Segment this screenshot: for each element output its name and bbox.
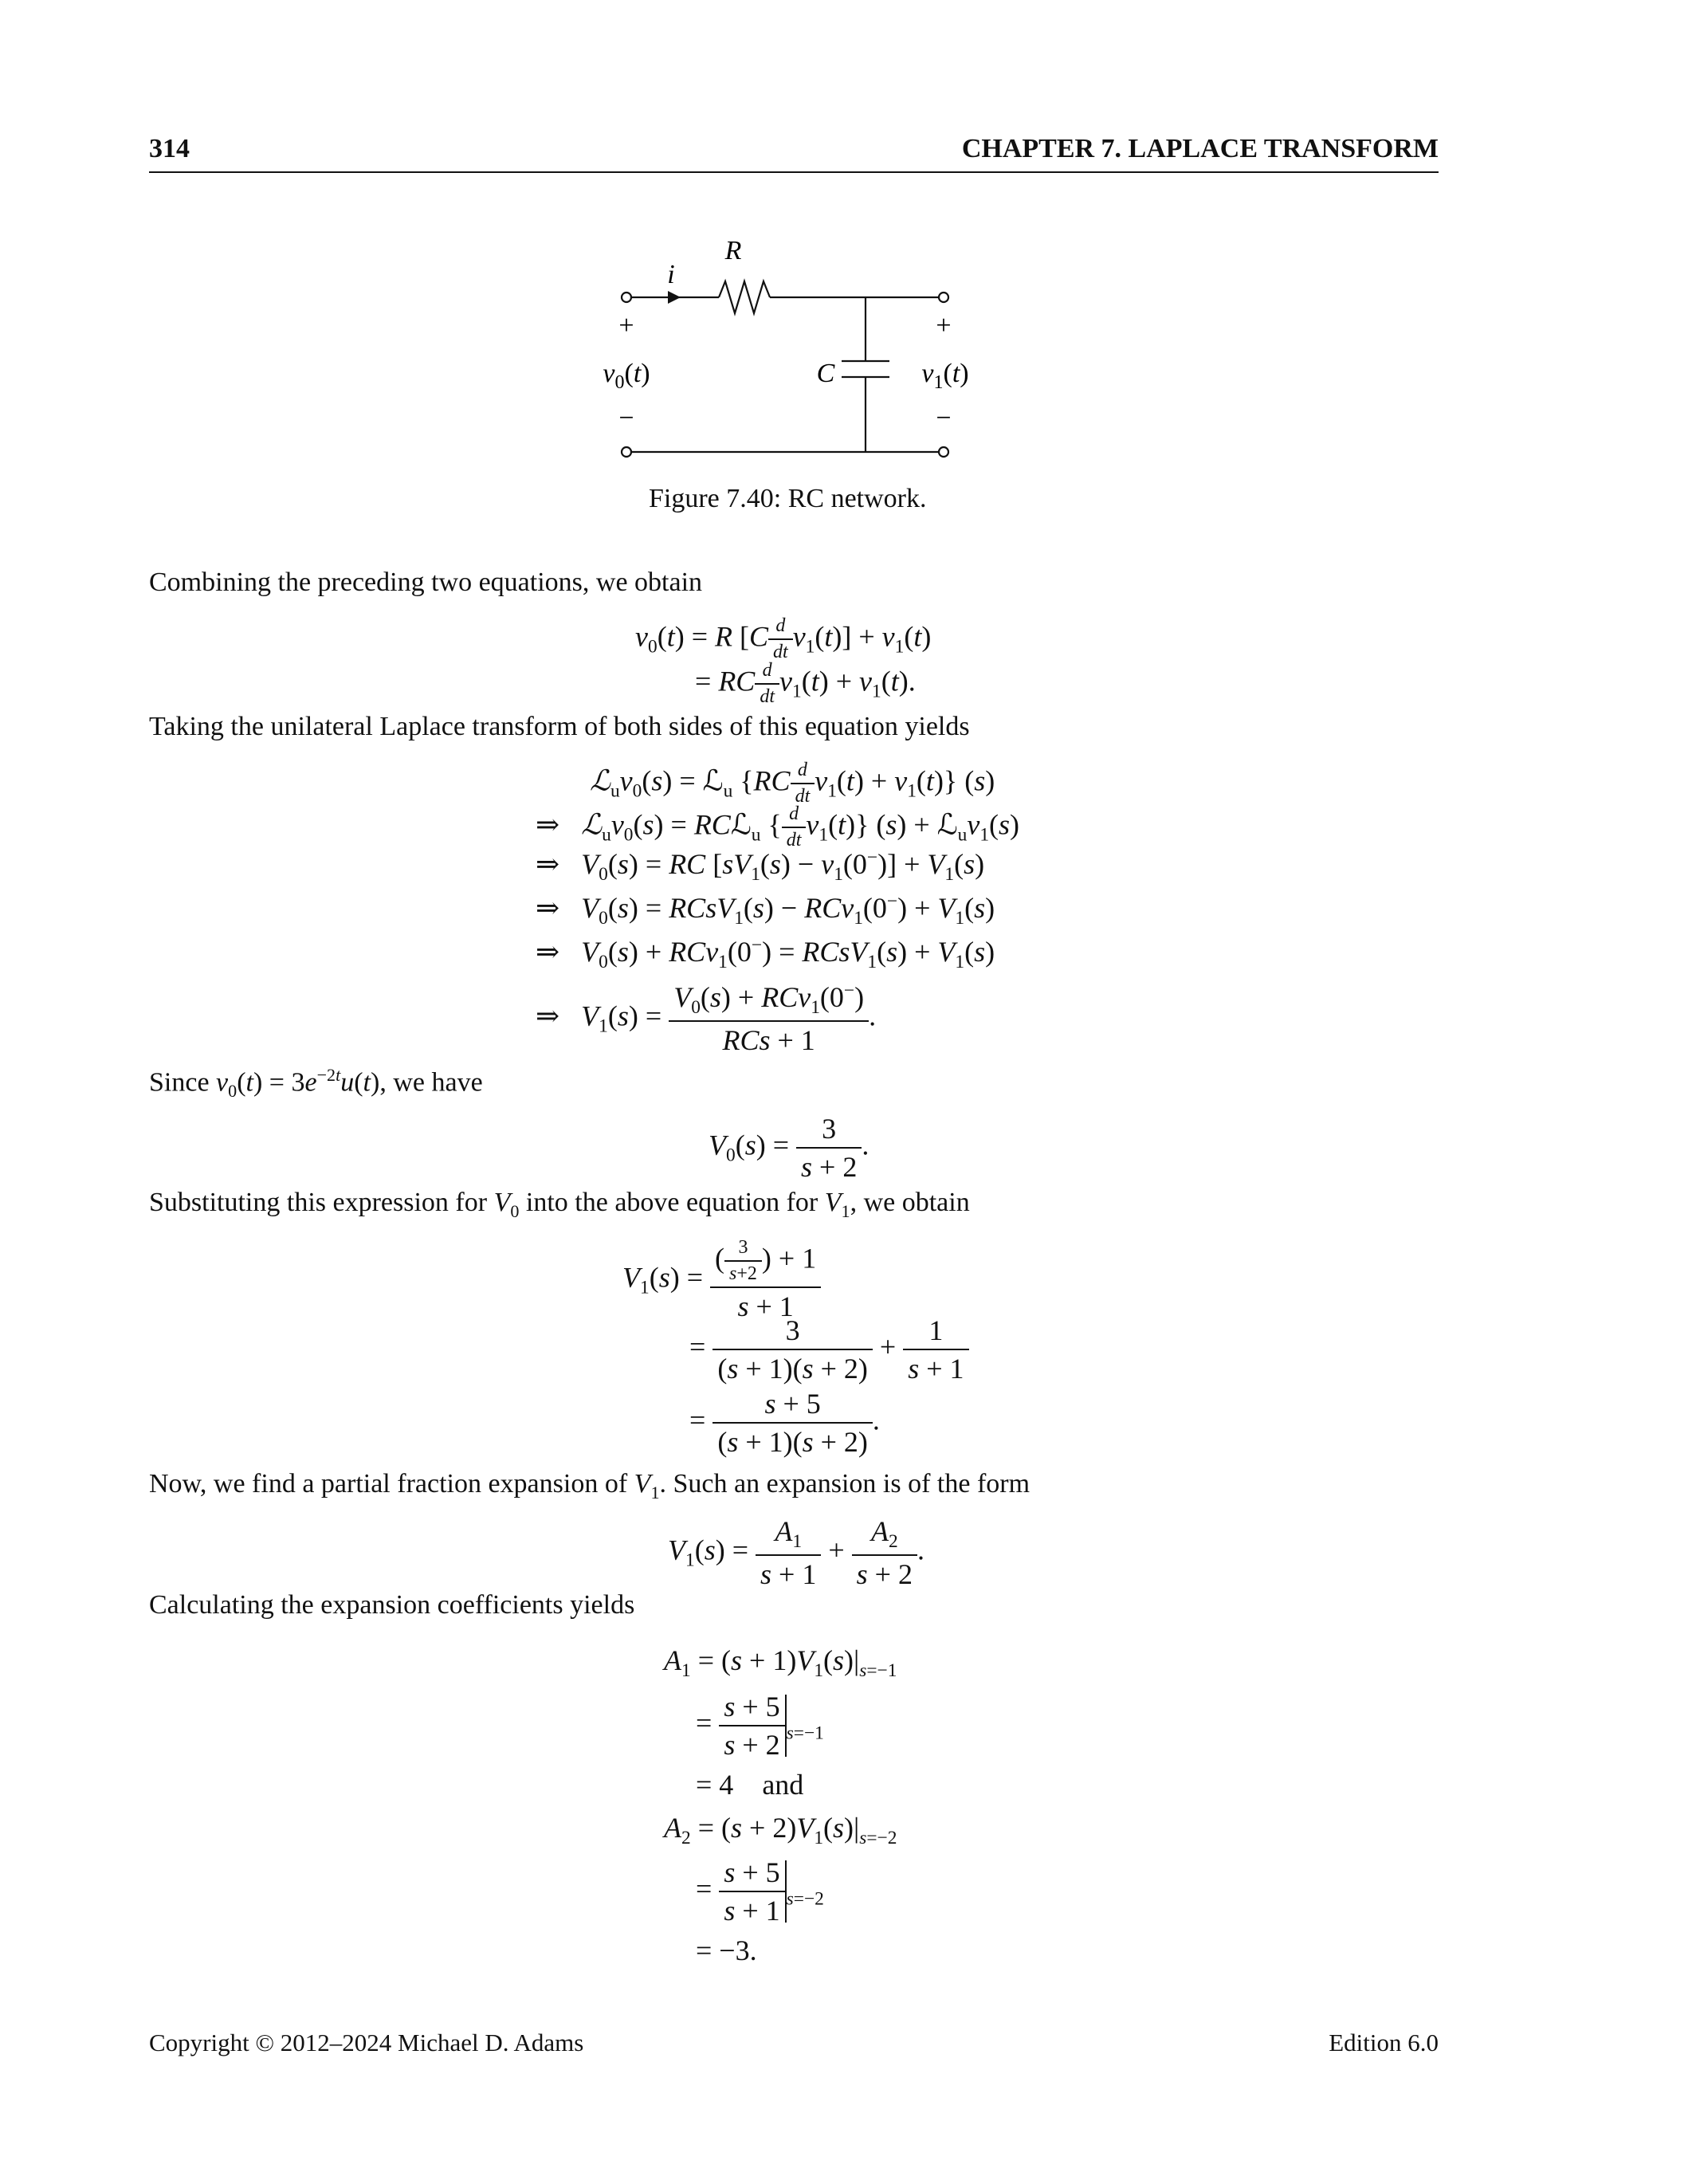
eq-V1-2: = $\frac{3}{(s + 1)(s + 2)}$ + $\frac{1}{s + 1}$: [689, 1314, 969, 1385]
eq-combined-1: $v_0(t) = R$ [C $\frac{d}{dt}$ $v_1(t)] + v_1(t)$: [635, 615, 932, 662]
eq-A1-1: $A_1 = (s + 1)V_1(s)|_{s=-1}$: [664, 1644, 897, 1682]
paragraph-5: Now, we find a partial fraction expansion of $V_1$. Such an expansion is of the form: [149, 1469, 1030, 1502]
and-word: and: [762, 1769, 804, 1801]
eq-A2-2: = $\frac{s + 5}{s + 1}$ $_{s=-2}$: [696, 1856, 824, 1927]
eq-laplace-2: ⇒ $ℒ_uv_0(s)$ = RCℒ$_u$ { $\frac{d}{dt}$ $v_1(t)$} $(s) + ℒ_uv_1(s)$: [536, 803, 1020, 850]
header-rule: [149, 171, 1439, 173]
input-voltage-label: $v_0(t)$: [603, 359, 650, 393]
A1-value: = 4: [696, 1769, 734, 1801]
footer-edition: Edition 6.0: [1329, 2029, 1439, 2056]
eq-A2-1: $A_2 = (s + 2)V_1(s)|_{s=-2}$: [664, 1812, 897, 1849]
eq-A2-3: [696, 1934, 757, 1967]
figure-caption: Figure 7.40: RC network.: [649, 484, 927, 513]
input-minus: −: [618, 403, 634, 433]
paragraph-1: Combining the preceding two equations, we obtain: [149, 568, 703, 597]
eq-laplace-3: ⇒ $V_0(s)$ = RC $[sV_1(s) - v_1(0^-)] + V_1(s)$: [536, 847, 985, 886]
output-voltage-label: $v_1(t)$: [921, 359, 969, 393]
paragraph-2: Taking the unilateral Laplace transform of both sides of this equation yields: [149, 712, 970, 741]
chapter-title: CHAPTER 7. LAPLACE TRANSFORM: [961, 134, 1439, 163]
eq-V1-3: = $\frac{s + 5}{(s + 1)(s + 2)}$ .: [689, 1388, 880, 1458]
capacitor-label: C: [816, 359, 835, 388]
eq-laplace-5: ⇒ $V_0(s) + RCv_1(0^-)$ = RCsV$_1$(s) + $V_1(s)$: [536, 935, 995, 973]
eq-laplace-1: $ℒ_uv_0(s)$ = ℒ$_u$ {RC $\frac{d}{dt}$ $v_1(t) + v_1(t)$} (s): [590, 760, 995, 807]
eq-partial-form: $V_1(s)$ = $\frac{A_1}{s + 1}$ + $\frac{A_2}{s + 2}$ .: [668, 1515, 924, 1591]
paragraph-4: Substituting this expression for $V_0$ into the above equation for $V_1$, we obtain: [149, 1188, 970, 1221]
eq-laplace-4: ⇒ $V_0(s)$ = RCsV$_1$(s) − $RCv_1(0^-) + V_1(s)$: [536, 891, 995, 929]
current-arrow-icon: [668, 291, 681, 304]
footer-copyright: Copyright © 2012–2024 Michael D. Adams: [149, 2029, 584, 2056]
rc-network-figure: [574, 235, 988, 474]
eq-laplace-6: ⇒ $V_1(s)$ = $\frac{V_0(s) + RCv_1(0^-)}{\text{RCs + 1}}$ .: [536, 980, 877, 1057]
eq-combined-2: = RC $\frac{d}{dt}$ $v_1(t) + v_1(t)$.: [695, 660, 916, 707]
output-minus: −: [936, 403, 952, 433]
eq-V0: $V_0(s)$ = $\frac{3}{s + 2}$ .: [709, 1113, 870, 1183]
eq-V1-1: $V_1(s)$ = ( $\frac{3}{s+2}$ ) + 1 s + 1: [622, 1237, 821, 1323]
paragraph-6: Calculating the expansion coefficients yields: [149, 1590, 635, 1620]
current-label: i: [667, 260, 675, 289]
A2-value: = −3.: [696, 1935, 757, 1966]
eq-A1-2: = $\frac{s + 5}{s + 2}$ $_{s=-1}$: [696, 1691, 824, 1761]
resistor-label: R: [724, 236, 742, 265]
page-number: 314: [149, 134, 190, 163]
output-plus: +: [936, 311, 952, 340]
input-plus: +: [618, 311, 634, 340]
paragraph-3: Since $v_0(t) = 3e^{-2t}u(t)$, we have: [149, 1065, 483, 1102]
eq-A1-3: [696, 1768, 803, 1801]
